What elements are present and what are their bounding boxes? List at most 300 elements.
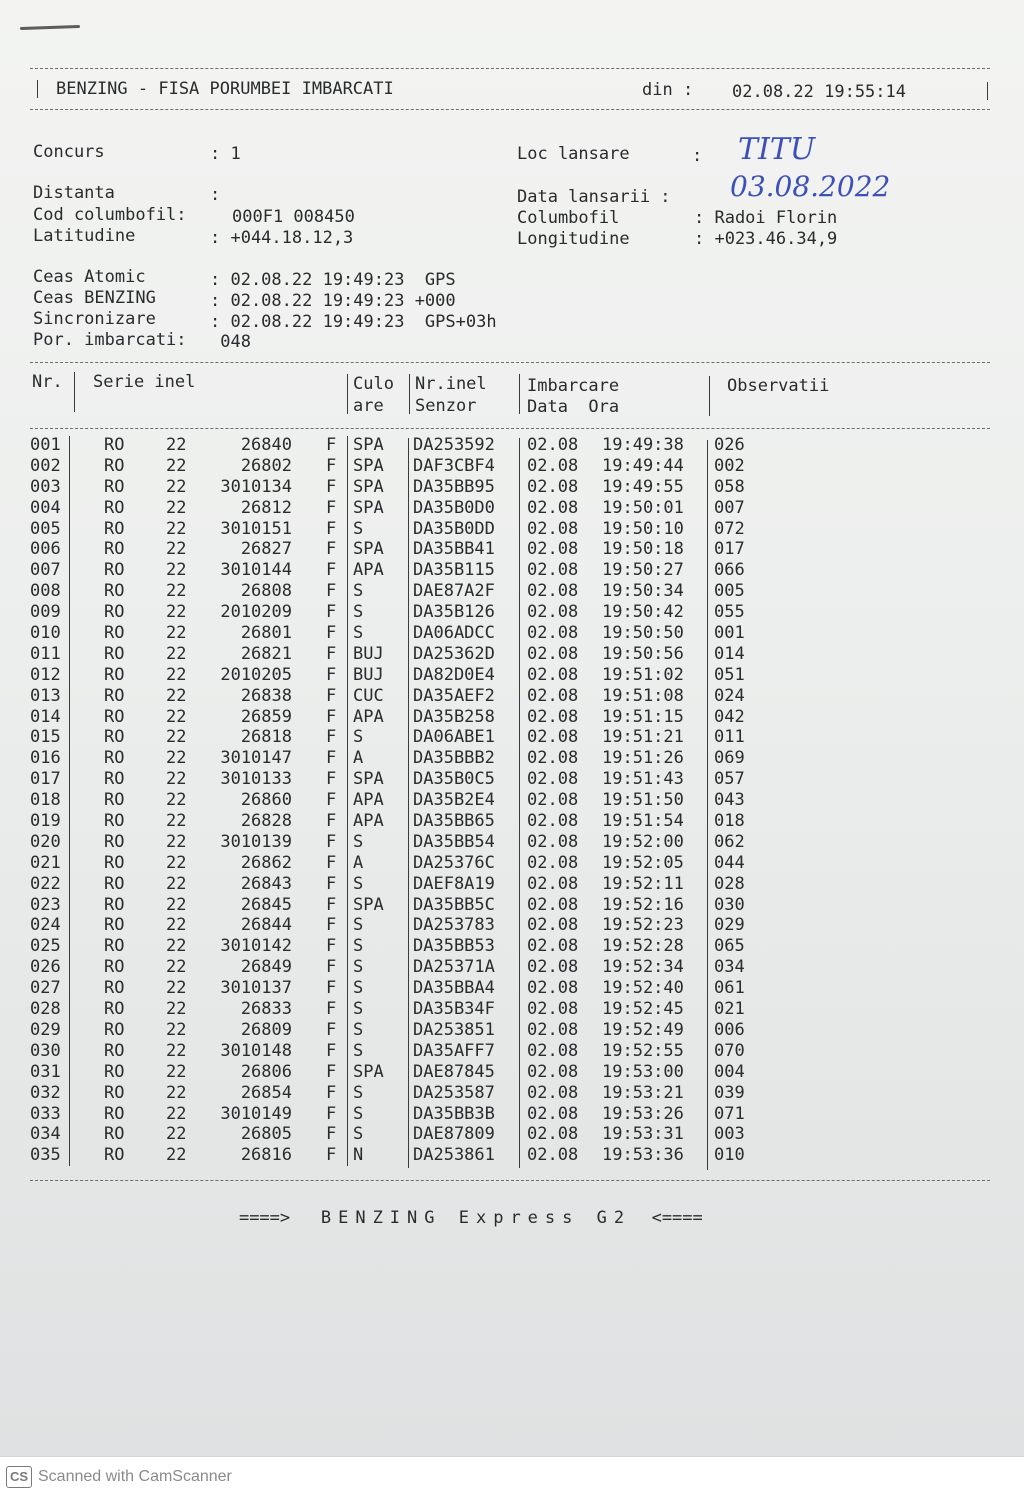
cell-nr: 001 — [30, 435, 61, 455]
cell-sex: F — [326, 852, 337, 873]
cell-ora: 19:52:49 — [602, 1019, 684, 1040]
cell-obs: 006 — [714, 1019, 745, 1040]
cell-tara: RO — [104, 1145, 125, 1166]
cell-sex: F — [326, 497, 337, 518]
cell-data: 02.08 — [527, 560, 579, 581]
cell-obs: 017 — [714, 539, 745, 560]
cell-culoare: SPA — [353, 894, 384, 915]
cell-an: 22 — [166, 999, 187, 1020]
cell-inel: 26818 — [240, 727, 292, 748]
cell-culoare: S — [353, 1124, 364, 1145]
table-row — [0, 978, 1024, 999]
cell-tara: RO — [104, 539, 125, 560]
cell-data: 02.08 — [527, 685, 579, 706]
cell-obs: 043 — [714, 790, 745, 811]
cell-senzor: DA82D0E4 — [413, 664, 495, 685]
cell-data: 02.08 — [527, 1061, 579, 1082]
cell-inel: 26859 — [240, 706, 292, 727]
cell-sex: F — [326, 1082, 337, 1103]
cell-senzor: DA35BB3B — [413, 1103, 495, 1124]
cell-nr: 007 — [30, 560, 61, 581]
cell-ora: 19:51:43 — [602, 769, 684, 790]
ceas-benzing-label: Ceas BENZING — [33, 288, 156, 308]
table-row — [0, 727, 1024, 748]
cell-ora: 19:52:45 — [602, 999, 684, 1020]
cell-inel: 26843 — [240, 873, 292, 894]
cell-sex: F — [326, 978, 337, 999]
cell-sex: F — [326, 873, 337, 894]
cell-obs: 039 — [714, 1082, 745, 1103]
cell-an: 22 — [166, 748, 187, 769]
table-row — [0, 936, 1024, 957]
cell-ora: 19:53:21 — [602, 1082, 684, 1103]
cell-ora: 19:50:27 — [602, 560, 684, 581]
cell-senzor: DA35BB41 — [413, 539, 495, 560]
cell-data: 02.08 — [527, 435, 579, 455]
cell-tara: RO — [104, 560, 125, 581]
cell-obs: 044 — [714, 852, 745, 873]
cell-senzor: DA253851 — [413, 1019, 495, 1040]
cell-inel: 26816 — [240, 1145, 292, 1166]
cell-culoare: N — [353, 1145, 364, 1166]
cell-an: 22 — [166, 727, 187, 748]
cell-obs: 003 — [714, 1124, 745, 1145]
ceas-atomic-value: : 02.08.22 19:49:23 GPS — [210, 270, 456, 290]
cell-obs: 042 — [714, 706, 745, 727]
table-row — [0, 811, 1024, 832]
cell-an: 22 — [166, 1082, 187, 1103]
cod-columbofil-label: Cod columbofil: — [33, 205, 187, 225]
cell-nr: 016 — [30, 748, 61, 769]
cell-inel: 3010133 — [220, 769, 292, 790]
cell-data: 02.08 — [527, 476, 579, 497]
cell-senzor: DA35AEF2 — [413, 685, 495, 706]
cell-inel: 2010205 — [220, 664, 292, 685]
cell-inel: 26801 — [240, 623, 292, 644]
header-left-bar — [37, 80, 38, 98]
cell-senzor: DA25376C — [413, 852, 495, 873]
cell-tara: RO — [104, 455, 125, 476]
cell-ora: 19:52:40 — [602, 978, 684, 999]
cell-obs: 062 — [714, 831, 745, 852]
cell-senzor: DAEF8A19 — [413, 873, 495, 894]
cell-obs: 034 — [714, 957, 745, 978]
cell-culoare: S — [353, 936, 364, 957]
cell-data: 02.08 — [527, 1082, 579, 1103]
cell-culoare: SPA — [353, 497, 384, 518]
cell-an: 22 — [166, 790, 187, 811]
cell-obs: 007 — [714, 497, 745, 518]
cell-culoare: SPA — [353, 769, 384, 790]
table-row — [0, 999, 1024, 1020]
cell-nr: 023 — [30, 894, 61, 915]
cell-senzor: DA35B2E4 — [413, 790, 495, 811]
table-row — [0, 1020, 1024, 1041]
cell-sex: F — [326, 1103, 337, 1124]
table-row — [0, 874, 1024, 895]
footer-right-arrow: <==== — [651, 1208, 703, 1228]
cell-tara: RO — [104, 873, 125, 894]
cell-an: 22 — [166, 1040, 187, 1061]
cell-obs: 010 — [714, 1145, 745, 1166]
cell-tara: RO — [104, 769, 125, 790]
cell-inel: 3010134 — [220, 476, 292, 497]
cell-senzor: DA35B0D0 — [413, 497, 495, 518]
camscanner-text: Scanned with CamScanner — [38, 1468, 232, 1485]
cell-culoare: S — [353, 623, 364, 644]
cell-ora: 19:53:36 — [602, 1145, 684, 1166]
cell-data: 02.08 — [527, 623, 579, 644]
table-row — [0, 769, 1024, 790]
cell-data: 02.08 — [527, 811, 579, 832]
cell-an: 22 — [166, 936, 187, 957]
cell-data: 02.08 — [527, 790, 579, 811]
cell-inel: 26802 — [240, 455, 292, 476]
table-row — [0, 1124, 1024, 1145]
cell-data: 02.08 — [527, 831, 579, 852]
cell-an: 22 — [166, 664, 187, 685]
distanta-label: Distanta — [33, 183, 115, 203]
cell-ora: 19:51:15 — [602, 706, 684, 727]
cell-tara: RO — [104, 957, 125, 978]
concurs-label: Concurs — [33, 142, 105, 162]
cell-obs: 026 — [714, 435, 745, 455]
cell-sex: F — [326, 769, 337, 790]
cell-tara: RO — [104, 727, 125, 748]
footer-left-arrow: ====> — [238, 1208, 291, 1228]
cell-culoare: SPA — [353, 539, 384, 560]
cell-an: 22 — [166, 539, 187, 560]
cell-nr: 024 — [30, 915, 61, 936]
col-observatii-separator — [709, 376, 710, 416]
table-row — [0, 957, 1024, 978]
cell-sex: F — [326, 518, 337, 539]
cell-inel: 26808 — [240, 581, 292, 602]
cell-culoare: S — [353, 1082, 364, 1103]
cell-culoare: S — [353, 831, 364, 852]
table-row — [0, 853, 1024, 874]
cell-obs: 055 — [714, 602, 745, 623]
cell-inel: 26821 — [240, 643, 292, 664]
cell-an: 22 — [166, 1103, 187, 1124]
cell-tara: RO — [104, 1019, 125, 1040]
cell-sex: F — [326, 831, 337, 852]
cell-sex: F — [326, 1145, 337, 1166]
cell-an: 22 — [166, 957, 187, 978]
cell-senzor: DA25371A — [413, 957, 495, 978]
cell-senzor: DA35BB53 — [413, 936, 495, 957]
col-senzor-header-2: Senzor — [415, 396, 477, 416]
cell-obs: 069 — [714, 748, 745, 769]
cell-inel: 2010209 — [220, 602, 292, 623]
cell-obs: 002 — [714, 455, 745, 476]
cell-senzor: DA35BBA4 — [413, 978, 495, 999]
rows-imbarcare-separator — [519, 438, 520, 1168]
loc-lansare-handwritten: TITU — [738, 132, 816, 167]
cell-an: 22 — [166, 1019, 187, 1040]
cell-nr: 015 — [30, 727, 61, 748]
col-senzor-separator — [409, 374, 410, 414]
col-culoare-header-1: Culo — [353, 374, 394, 394]
cell-culoare: S — [353, 727, 364, 748]
columbofil-value: : Radoi Florin — [694, 208, 838, 228]
cell-tara: RO — [104, 978, 125, 999]
cell-sex: F — [326, 623, 337, 644]
cell-senzor: DA35BB54 — [413, 831, 495, 852]
data-lansarii-label: Data lansarii : — [517, 187, 671, 207]
cell-tara: RO — [104, 852, 125, 873]
cell-ora: 19:50:10 — [602, 518, 684, 539]
cell-nr: 012 — [30, 664, 61, 685]
cell-an: 22 — [166, 581, 187, 602]
cell-inel: 26833 — [240, 999, 292, 1020]
cell-data: 02.08 — [527, 581, 579, 602]
cell-ora: 19:52:05 — [602, 852, 684, 873]
cell-nr: 005 — [30, 518, 61, 539]
header-bottom-divider — [30, 109, 990, 110]
cell-sex: F — [326, 915, 337, 936]
cell-tara: RO — [104, 623, 125, 644]
cell-inel: 26828 — [240, 811, 292, 832]
cell-ora: 19:51:54 — [602, 811, 684, 832]
cell-data: 02.08 — [527, 518, 579, 539]
cell-senzor: DA35AFF7 — [413, 1040, 495, 1061]
cell-sex: F — [326, 999, 337, 1020]
cell-senzor: DA35BB5C — [413, 894, 495, 915]
cell-tara: RO — [104, 518, 125, 539]
cell-tara: RO — [104, 664, 125, 685]
cell-obs: 004 — [714, 1061, 745, 1082]
cell-ora: 19:50:01 — [602, 497, 684, 518]
cell-ora: 19:51:21 — [602, 727, 684, 748]
cell-data: 02.08 — [527, 915, 579, 936]
cell-inel: 26809 — [240, 1019, 292, 1040]
col-serie-header: Serie inel — [93, 372, 196, 392]
col-imbarcare-header-1: Imbarcare — [527, 376, 620, 396]
cell-culoare: A — [353, 748, 364, 769]
cell-data: 02.08 — [527, 894, 579, 915]
cell-culoare: BUJ — [353, 664, 384, 685]
cell-inel: 26806 — [240, 1061, 292, 1082]
cell-nr: 035 — [30, 1145, 61, 1166]
cell-inel: 3010148 — [220, 1040, 292, 1061]
col-observatii-header: Observatii — [727, 376, 830, 396]
table-bottom-divider — [30, 1180, 990, 1181]
cell-an: 22 — [166, 602, 187, 623]
cell-an: 22 — [166, 435, 187, 455]
cell-obs: 071 — [714, 1103, 745, 1124]
cell-data: 02.08 — [527, 1040, 579, 1061]
cell-obs: 061 — [714, 978, 745, 999]
cell-inel: 26860 — [240, 790, 292, 811]
loc-lansare-label: Loc lansare — [517, 144, 630, 164]
cell-tara: RO — [104, 894, 125, 915]
cell-tara: RO — [104, 1082, 125, 1103]
latitudine-value: : +044.18.12,3 — [210, 228, 354, 248]
cell-inel: 26838 — [240, 685, 292, 706]
cell-sex: F — [326, 685, 337, 706]
table-row — [0, 665, 1024, 686]
cell-nr: 031 — [30, 1061, 61, 1082]
cell-senzor: DA253592 — [413, 435, 495, 455]
table-row — [0, 602, 1024, 623]
cell-nr: 006 — [30, 539, 61, 560]
cell-an: 22 — [166, 811, 187, 832]
cell-senzor: DA35BB65 — [413, 811, 495, 832]
cell-senzor: DA35BBB2 — [413, 748, 495, 769]
cell-sex: F — [326, 455, 337, 476]
distanta-value: : — [210, 185, 221, 205]
cell-sex: F — [326, 1124, 337, 1145]
cell-tara: RO — [104, 1124, 125, 1145]
cell-data: 02.08 — [527, 936, 579, 957]
cell-data: 02.08 — [527, 978, 579, 999]
cell-sex: F — [326, 643, 337, 664]
col-nr-header: Nr. — [32, 372, 63, 392]
cell-sex: F — [326, 790, 337, 811]
cell-sex: F — [326, 748, 337, 769]
cell-nr: 025 — [30, 936, 61, 957]
cell-tara: RO — [104, 1040, 125, 1061]
document-title: BENZING - FISA PORUMBEI IMBARCATI — [56, 79, 394, 99]
cell-an: 22 — [166, 476, 187, 497]
rows-nr-separator — [69, 436, 70, 1166]
cell-inel: 26805 — [240, 1124, 292, 1145]
cell-obs: 072 — [714, 518, 745, 539]
cell-culoare: S — [353, 999, 364, 1020]
rows-culoare-separator — [347, 436, 348, 1166]
table-row — [0, 498, 1024, 519]
col-nr-separator — [74, 372, 75, 412]
cell-culoare: SPA — [353, 435, 384, 455]
cell-culoare: APA — [353, 706, 384, 727]
cell-obs: 058 — [714, 476, 745, 497]
cell-inel: 3010139 — [220, 831, 292, 852]
cell-nr: 030 — [30, 1040, 61, 1061]
cell-ora: 19:51:02 — [602, 664, 684, 685]
data-lansarii-handwritten: 03.08.2022 — [730, 170, 891, 203]
columbofil-label: Columbofil — [517, 208, 620, 228]
cell-nr: 010 — [30, 623, 61, 644]
cell-ora: 19:52:34 — [602, 957, 684, 978]
table-row — [0, 707, 1024, 728]
cell-nr: 009 — [30, 602, 61, 623]
cell-tara: RO — [104, 936, 125, 957]
table-row — [0, 1062, 1024, 1083]
table-row — [0, 560, 1024, 581]
cell-culoare: APA — [353, 811, 384, 832]
cell-senzor: DAE87809 — [413, 1124, 495, 1145]
cell-ora: 19:52:16 — [602, 894, 684, 915]
cell-ora: 19:52:00 — [602, 831, 684, 852]
cell-inel: 26840 — [240, 435, 292, 455]
cell-data: 02.08 — [527, 999, 579, 1020]
cell-tara: RO — [104, 748, 125, 769]
cell-ora: 19:52:23 — [602, 915, 684, 936]
cell-data: 02.08 — [527, 664, 579, 685]
cell-sex: F — [326, 602, 337, 623]
cell-data: 02.08 — [527, 748, 579, 769]
cell-tara: RO — [104, 435, 125, 455]
cell-senzor: DA06ABE1 — [413, 727, 495, 748]
cell-culoare: APA — [353, 560, 384, 581]
cell-senzor: DA35B34F — [413, 999, 495, 1020]
print-date-label: din : — [642, 80, 694, 100]
cell-an: 22 — [166, 1145, 187, 1166]
cell-tara: RO — [104, 790, 125, 811]
cell-an: 22 — [166, 1124, 187, 1145]
cell-data: 02.08 — [527, 497, 579, 518]
cell-culoare: S — [353, 1040, 364, 1061]
cell-an: 22 — [166, 518, 187, 539]
cell-nr: 034 — [30, 1124, 61, 1145]
table-row — [0, 1041, 1024, 1062]
cell-sex: F — [326, 1061, 337, 1082]
cell-ora: 19:50:18 — [602, 539, 684, 560]
cell-an: 22 — [166, 831, 187, 852]
table-row — [0, 686, 1024, 707]
cell-inel: 3010147 — [220, 748, 292, 769]
cell-data: 02.08 — [527, 706, 579, 727]
table-row — [0, 1145, 1024, 1166]
cell-nr: 033 — [30, 1103, 61, 1124]
cell-an: 22 — [166, 685, 187, 706]
pen-mark — [20, 25, 80, 30]
cell-culoare: CUC — [353, 685, 384, 706]
cell-nr: 020 — [30, 831, 61, 852]
cell-data: 02.08 — [527, 643, 579, 664]
cell-nr: 018 — [30, 790, 61, 811]
col-senzor-header-1: Nr.inel — [415, 374, 487, 394]
col-imbarcare-separator — [519, 374, 520, 414]
cell-inel: 26854 — [240, 1082, 292, 1103]
cell-data: 02.08 — [527, 852, 579, 873]
cell-obs: 065 — [714, 936, 745, 957]
cell-culoare: S — [353, 978, 364, 999]
cell-senzor: DA35BB95 — [413, 476, 495, 497]
header-right-bar — [987, 82, 988, 100]
table-row — [0, 644, 1024, 665]
cell-an: 22 — [166, 915, 187, 936]
cell-senzor: DAF3CBF4 — [413, 455, 495, 476]
cell-senzor: DA06ADCC — [413, 623, 495, 644]
table-top-divider — [30, 362, 990, 363]
cell-obs: 005 — [714, 581, 745, 602]
cell-senzor: DA25362D — [413, 643, 495, 664]
cell-ora: 19:51:08 — [602, 685, 684, 706]
cell-senzor: DAE87845 — [413, 1061, 495, 1082]
cell-data: 02.08 — [527, 873, 579, 894]
cell-nr: 028 — [30, 999, 61, 1020]
cell-sex: F — [326, 476, 337, 497]
cell-ora: 19:53:00 — [602, 1061, 684, 1082]
cell-tara: RO — [104, 497, 125, 518]
cell-sex: F — [326, 727, 337, 748]
cell-nr: 029 — [30, 1019, 61, 1040]
cell-inel: 26827 — [240, 539, 292, 560]
cell-ora: 19:51:26 — [602, 748, 684, 769]
cell-obs: 057 — [714, 769, 745, 790]
cell-culoare: S — [353, 1103, 364, 1124]
cell-senzor: DA35B258 — [413, 706, 495, 727]
cell-ora: 19:53:31 — [602, 1124, 684, 1145]
table-row — [0, 435, 1024, 456]
cell-culoare: S — [353, 518, 364, 539]
cell-an: 22 — [166, 706, 187, 727]
cell-culoare: S — [353, 873, 364, 894]
table-row — [0, 790, 1024, 811]
cell-data: 02.08 — [527, 1019, 579, 1040]
